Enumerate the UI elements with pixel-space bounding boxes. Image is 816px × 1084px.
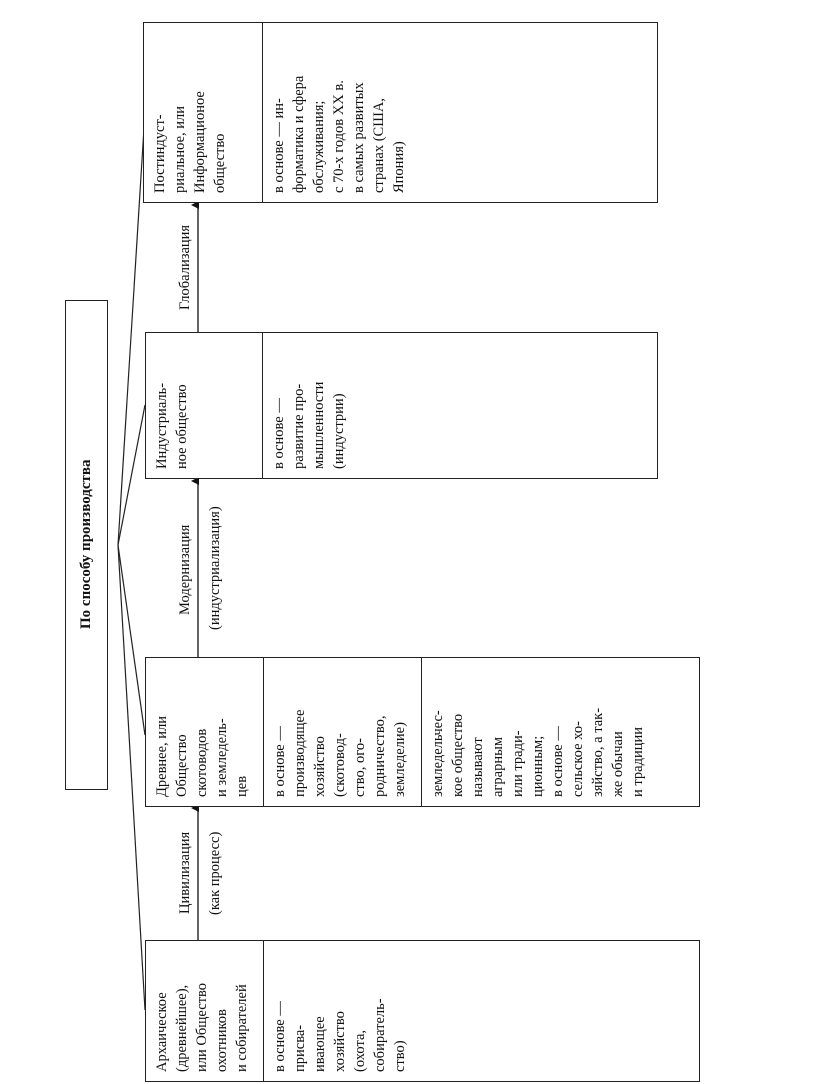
fan-line-postindustrial xyxy=(118,112,145,545)
stage-description: в основе — производящее хозяйство (скотовод- ство, ого- родничество, земледелие) xyxy=(272,709,408,797)
stage-name: Архаическое (древнейшее), или Общество охотников и собирателей xyxy=(154,983,250,1072)
transition-label: Модернизация xyxy=(177,524,193,616)
stage-description: в основе — ин- форматика и сфера обслуживания; с 70-х годов XX в. в самых развитых странах (США, Япония) xyxy=(271,75,407,193)
transition-label: Цивилизация xyxy=(177,831,193,915)
stage-name: Древнее, или Общество скотоводов и земледель- цев xyxy=(154,715,250,797)
transition-sublabel: (как процесс) xyxy=(207,831,223,915)
stage-industrial xyxy=(145,332,658,479)
stage-name: Постиндуст- риальное, или Информационое общество xyxy=(152,91,228,193)
transition-label: Глобализация xyxy=(177,224,193,311)
stage-description: в основе — присва- ивающее хозяйство (охота, собиратель- ство) xyxy=(272,998,408,1072)
fan-line-archaic xyxy=(118,545,145,1010)
stage-postindustrial xyxy=(143,22,658,203)
root-title: По способу производства xyxy=(78,459,94,630)
stage-name: Индустриаль- ное общество xyxy=(154,382,190,469)
stage-note: земледельчес- кое общество называют аграрным или тради- ционным; в основе — сельское хо- зяйство, а так- же обычаи и традиции xyxy=(430,707,646,797)
stage-ancient xyxy=(145,657,700,807)
root-box xyxy=(65,300,108,790)
stage-description: в основе — развитие про- мышленности (индустрии) xyxy=(271,381,347,469)
transition-sublabel: (индустриализация) xyxy=(207,506,223,630)
stage-archaic xyxy=(145,940,700,1082)
fan-line-ancient xyxy=(118,545,145,735)
